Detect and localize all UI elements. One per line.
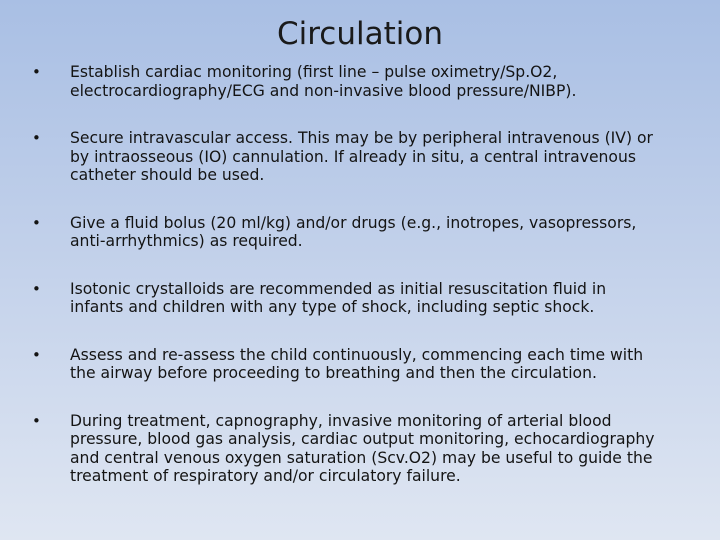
bullet-icon: • (32, 63, 41, 81)
bullet-item (32, 129, 682, 185)
bullet-item (32, 63, 682, 100)
bullet-text: Isotonic crystalloids are recommended as initial resuscitation fluid in infants and children with any type of shock, including septic shock. (70, 279, 607, 316)
bullet-item (32, 346, 682, 383)
bullet-text: Assess and re-assess the child continuously, commencing each time with the airway before proceeding to breathing and then the circulation. (70, 345, 644, 382)
bullet-icon: • (32, 213, 41, 232)
bullet-list (32, 63, 682, 515)
bullet-text: Establish cardiac monitoring (first line – pulse oximetry/Sp.O2, electrocardiography/ECG and non-invasive blood pressure/NIBP). (70, 63, 577, 100)
bullet-icon: • (32, 345, 41, 364)
bullet-text: Secure intravascular access. This may be by peripheral intravenous (IV) or by intraosseous (IO) cannulation. If already in situ, a central intravenous catheter should be used. (70, 129, 653, 184)
bullet-item (32, 412, 682, 486)
bullet-icon: • (32, 411, 41, 430)
bullet-icon: • (32, 129, 41, 147)
bullet-text: Give a fluid bolus (20 ml/kg) and/or drugs (e.g., inotropes, vasopressors, anti-arrhythmics) as required. (70, 213, 637, 250)
slide-title: Circulation (276, 16, 443, 52)
bullet-icon: • (32, 279, 41, 298)
bullet-item (32, 280, 682, 317)
bullet-item (32, 214, 682, 251)
bullet-text: During treatment, capnography, invasive monitoring of arterial blood pressure, blood gas analysis, cardiac output monitoring, echocardiography and central venous oxygen saturation (Scv.O2) may be useful to guide the treatment of respiratory and/or circulatory failure. (70, 411, 655, 485)
